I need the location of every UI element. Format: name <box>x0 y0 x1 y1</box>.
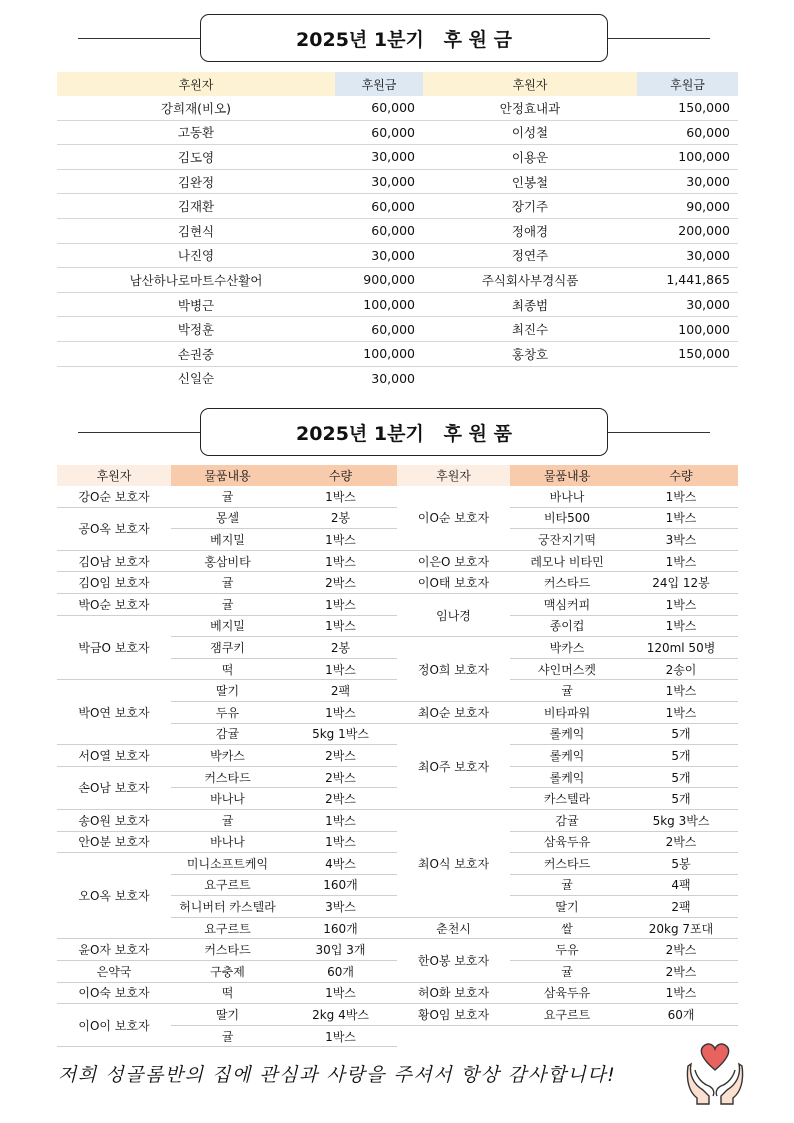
goods-item: 바나나 <box>171 831 284 853</box>
donor-name: 주식회사부경식품 <box>423 268 637 293</box>
goods-item: 딸기 <box>171 680 284 702</box>
goods-item: 미니소프트케익 <box>171 853 284 875</box>
goods-donor: 허O화 보호자 <box>397 982 510 1004</box>
donation-title-wrap <box>78 14 710 62</box>
goods-qty: 30입 3개 <box>284 939 397 961</box>
donor-name: 인봉철 <box>423 169 637 194</box>
goods-qty: 2박스 <box>624 831 738 853</box>
goods-qty: 1박스 <box>284 809 397 831</box>
goods-qty: 160개 <box>284 874 397 896</box>
goods-qty: 4박스 <box>284 853 397 875</box>
donor-name <box>423 366 637 390</box>
goods-donor: 손O남 보호자 <box>57 766 171 809</box>
donation-amount: 30,000 <box>371 370 415 386</box>
goods-item: 카스텔라 <box>510 788 624 810</box>
goods-qty: 160개 <box>284 917 397 939</box>
goods-qty: 20kg 7포대 <box>624 917 738 939</box>
donor-name: 박병근 <box>57 292 335 317</box>
donation-amount: 60,000 <box>335 317 423 342</box>
goods-donor: 오O옥 보호자 <box>57 853 171 939</box>
donation-amount: 100,000 <box>637 317 738 342</box>
donation-title: 2025년 1분기 후 원 금 <box>200 14 608 62</box>
goods-qty: 1박스 <box>284 701 397 723</box>
goods-item: 허니버터 카스텔라 <box>171 896 284 918</box>
goods-qty: 1박스 <box>624 507 738 529</box>
goods-item: 박카스 <box>171 745 284 767</box>
donation-row <box>57 366 738 390</box>
goods-title-wrap <box>78 408 710 456</box>
goods-donor: 임나경 <box>397 593 510 636</box>
donation-amount: 60,000 <box>335 96 423 120</box>
donor-name: 이용운 <box>423 145 637 170</box>
thanks-message: 저희 성골롬반의 집에 관심과 사랑을 주셔서 항상 감사합니다! <box>58 1064 617 1086</box>
donation-row <box>57 292 738 317</box>
goods-row <box>57 939 738 961</box>
goods-qty: 60개 <box>624 1004 738 1026</box>
goods-qty: 5개 <box>624 766 738 788</box>
goods-item: 커스타드 <box>171 939 284 961</box>
goods-qty: 2팩 <box>284 680 397 702</box>
goods-qty: 3박스 <box>624 529 738 551</box>
goods-item: 귤 <box>171 572 284 594</box>
title-divider-right <box>606 38 710 39</box>
goods-donor: 서O열 보호자 <box>57 745 171 767</box>
goods-qty: 5개 <box>624 723 738 745</box>
goods-item: 귤 <box>510 680 624 702</box>
goods-qty: 60개 <box>284 961 397 983</box>
goods-qty: 5kg 1박스 <box>284 723 397 745</box>
goods-donor: 안O분 보호자 <box>57 831 171 853</box>
donor-name: 이성철 <box>423 120 637 145</box>
goods-donor: 이O순 보호자 <box>397 486 510 550</box>
donation-row <box>57 268 738 293</box>
goods-donor: 강O순 보호자 <box>57 486 171 507</box>
donation-row <box>57 317 738 342</box>
goods-donor: 정O희 보호자 <box>397 637 510 702</box>
donor-name: 김현식 <box>57 218 335 243</box>
goods-item: 베지밀 <box>171 529 284 551</box>
goods-item: 맥심커피 <box>510 593 624 615</box>
goods-qty: 24입 12봉 <box>624 572 738 594</box>
goods-item: 떡 <box>171 982 284 1004</box>
goods-qty: 1박스 <box>284 486 397 507</box>
header-amount: 후원금 <box>637 72 738 96</box>
goods-item: 두유 <box>171 701 284 723</box>
goods-item: 종이컵 <box>510 615 624 637</box>
goods-donor: 김O남 보호자 <box>57 550 171 572</box>
donor-name: 박정훈 <box>57 317 335 342</box>
goods-donor: 은약국 <box>57 961 171 983</box>
goods-item: 두유 <box>510 939 624 961</box>
donation-amount: 60,000 <box>335 194 423 219</box>
goods-donor: 박O순 보호자 <box>57 593 171 615</box>
goods-donor: 이은O 보호자 <box>397 550 510 572</box>
goods-item: 레모나 비타민 <box>510 550 624 572</box>
donor-name: 남산하나로마트수산활어 <box>57 268 335 293</box>
donation-row <box>57 120 738 145</box>
donation-row <box>57 243 738 268</box>
donation-amount: 30,000 <box>335 169 423 194</box>
goods-qty: 120ml 50병 <box>624 637 738 659</box>
goods-donor: 박O연 보호자 <box>57 680 171 745</box>
goods-qty: 2봉 <box>284 637 397 659</box>
goods-item: 귤 <box>171 1025 284 1047</box>
donation-amount: 60,000 <box>335 120 423 145</box>
donation-header-row <box>57 72 738 96</box>
goods-item: 떡 <box>171 658 284 680</box>
donor-name: 정애경 <box>423 218 637 243</box>
donation-amount: 60,000 <box>335 218 423 243</box>
goods-qty: 1박스 <box>284 831 397 853</box>
goods-header-row <box>57 465 738 486</box>
goods-qty: 2박스 <box>284 788 397 810</box>
heart-hands-icon <box>685 1040 745 1106</box>
goods-qty: 2박스 <box>284 766 397 788</box>
goods-qty: 1박스 <box>624 593 738 615</box>
goods-item: 커스타드 <box>510 853 624 875</box>
goods-qty: 1박스 <box>284 550 397 572</box>
goods-donor: 춘천시 <box>397 917 510 939</box>
goods-row <box>57 982 738 1004</box>
goods-qty: 1박스 <box>284 615 397 637</box>
goods-item: 궁잔지기떡 <box>510 529 624 551</box>
donor-name: 안정효내과 <box>423 96 637 120</box>
goods-table <box>57 465 738 1047</box>
goods-donor: 최O순 보호자 <box>397 701 510 723</box>
goods-qty: 2팩 <box>624 896 738 918</box>
goods-item: 쌀 <box>510 917 624 939</box>
header-item: 물품내용 <box>510 465 624 486</box>
donation-amount: 30,000 <box>637 243 738 268</box>
header-item: 물품내용 <box>171 465 284 486</box>
goods-item: 감귤 <box>171 723 284 745</box>
title-divider-left <box>78 38 200 39</box>
donation-amount: 30,000 <box>335 243 423 268</box>
goods-item: 요구르트 <box>171 917 284 939</box>
goods-item: 샤인머스켓 <box>510 658 624 680</box>
goods-item: 롤케익 <box>510 745 624 767</box>
donor-name: 정연주 <box>423 243 637 268</box>
goods-item: 딸기 <box>171 1004 284 1026</box>
goods-item: 삼육두유 <box>510 982 624 1004</box>
goods-row <box>57 572 738 594</box>
goods-donor: 이O이 보호자 <box>57 1004 171 1047</box>
donation-amount: 90,000 <box>637 194 738 219</box>
donation-row <box>57 169 738 194</box>
goods-qty: 1박스 <box>624 982 738 1004</box>
goods-item: 커스타드 <box>510 572 624 594</box>
donation-amount: 150,000 <box>637 96 738 120</box>
goods-qty: 1박스 <box>624 550 738 572</box>
goods-item: 귤 <box>171 809 284 831</box>
title-divider-right <box>606 432 710 433</box>
header-donor: 후원자 <box>397 465 510 486</box>
goods-qty: 1박스 <box>624 486 738 507</box>
goods-item: 귤 <box>171 593 284 615</box>
donor-name: 김도영 <box>57 145 335 170</box>
goods-qty: 2박스 <box>284 745 397 767</box>
goods-qty: 2박스 <box>284 572 397 594</box>
goods-item: 요구르트 <box>171 874 284 896</box>
goods-item: 삼육두유 <box>510 831 624 853</box>
goods-qty: 3박스 <box>284 896 397 918</box>
goods-item: 딸기 <box>510 896 624 918</box>
goods-item: 롤케익 <box>510 723 624 745</box>
goods-donor: 황O임 보호자 <box>397 1004 510 1026</box>
donor-name: 고동환 <box>57 120 335 145</box>
goods-qty: 1박스 <box>624 615 738 637</box>
donor-name: 손권중 <box>57 341 335 366</box>
goods-item: 감귤 <box>510 809 624 831</box>
header-donor: 후원자 <box>57 465 171 486</box>
header-qty: 수량 <box>624 465 738 486</box>
goods-item: 비타파워 <box>510 701 624 723</box>
goods-qty: 1박스 <box>284 658 397 680</box>
goods-item: 롤케익 <box>510 766 624 788</box>
goods-item: 귤 <box>510 874 624 896</box>
goods-qty: 4팩 <box>624 874 738 896</box>
header-qty: 수량 <box>284 465 397 486</box>
goods-qty: 5봉 <box>624 853 738 875</box>
empty-cell <box>397 1025 510 1047</box>
goods-item: 바나나 <box>510 486 624 507</box>
goods-donor: 박금O 보호자 <box>57 615 171 680</box>
donation-table <box>57 72 738 390</box>
goods-item: 비타500 <box>510 507 624 529</box>
goods-qty: 1박스 <box>284 1025 397 1047</box>
donation-amount: 100,000 <box>335 341 423 366</box>
goods-donor: 최O주 보호자 <box>397 723 510 809</box>
donor-name: 김완정 <box>57 169 335 194</box>
goods-item: 잼쿠키 <box>171 637 284 659</box>
goods-donor: 송O원 보호자 <box>57 809 171 831</box>
goods-item: 귤 <box>510 961 624 983</box>
goods-item: 홍삼비타 <box>171 550 284 572</box>
goods-row <box>57 809 738 831</box>
goods-donor: 공O옥 보호자 <box>57 507 171 550</box>
goods-qty: 1박스 <box>624 701 738 723</box>
donation-amount: 30,000 <box>335 145 423 170</box>
goods-item: 요구르트 <box>510 1004 624 1026</box>
donor-name: 최종범 <box>423 292 637 317</box>
goods-qty: 5개 <box>624 745 738 767</box>
goods-donor: 한O봉 보호자 <box>397 939 510 982</box>
header-amount: 후원금 <box>335 72 423 96</box>
goods-qty: 1박스 <box>284 593 397 615</box>
donation-amount: 1,441,865 <box>637 268 738 293</box>
donation-amount: 30,000 <box>637 292 738 317</box>
goods-qty: 2박스 <box>624 961 738 983</box>
donation-amount: 100,000 <box>335 292 423 317</box>
donor-name: 나진영 <box>57 243 335 268</box>
goods-qty: 1박스 <box>624 680 738 702</box>
donation-row <box>57 96 738 120</box>
donor-name: 홍창호 <box>423 341 637 366</box>
goods-row <box>57 550 738 572</box>
goods-qty: 2송이 <box>624 658 738 680</box>
donor-name: 김재환 <box>57 194 335 219</box>
goods-row <box>57 486 738 507</box>
donor-name: 강희재(비오) <box>57 96 335 120</box>
donor-name: 최진수 <box>423 317 637 342</box>
goods-item: 구충제 <box>171 961 284 983</box>
goods-donor: 이O태 보호자 <box>397 572 510 594</box>
donation-amount: 30,000 <box>637 169 738 194</box>
goods-qty: 5kg 3박스 <box>624 809 738 831</box>
donation-row <box>57 145 738 170</box>
goods-qty: 5개 <box>624 788 738 810</box>
header-donor: 후원자 <box>423 72 637 96</box>
donation-amount: 200,000 <box>637 218 738 243</box>
donation-amount: 150,000 <box>637 341 738 366</box>
donation-amount <box>637 366 738 390</box>
goods-row <box>57 1004 738 1026</box>
title-divider-left <box>78 432 200 433</box>
goods-qty: 2봉 <box>284 507 397 529</box>
goods-donor: 이O숙 보호자 <box>57 982 171 1004</box>
donor-name: 신일순 <box>177 371 215 387</box>
donation-row <box>57 194 738 219</box>
goods-item: 커스타드 <box>171 766 284 788</box>
goods-item: 박카스 <box>510 637 624 659</box>
goods-title: 2025년 1분기 후 원 품 <box>200 408 608 456</box>
donation-amount: 100,000 <box>637 145 738 170</box>
goods-item: 귤 <box>171 486 284 507</box>
donation-row <box>57 218 738 243</box>
goods-row <box>57 593 738 615</box>
goods-qty: 1박스 <box>284 529 397 551</box>
header-donor: 후원자 <box>57 72 335 96</box>
goods-item: 베지밀 <box>171 615 284 637</box>
goods-donor: 김O임 보호자 <box>57 572 171 594</box>
donor-name: 장기주 <box>423 194 637 219</box>
goods-item: 바나나 <box>171 788 284 810</box>
goods-qty: 1박스 <box>284 982 397 1004</box>
goods-donor: 최O식 보호자 <box>397 809 510 917</box>
goods-donor: 윤O자 보호자 <box>57 939 171 961</box>
empty-cell <box>510 1025 624 1047</box>
donation-amount: 60,000 <box>637 120 738 145</box>
goods-qty: 2박스 <box>624 939 738 961</box>
goods-item: 몽셀 <box>171 507 284 529</box>
goods-qty: 2kg 4박스 <box>284 1004 397 1026</box>
donation-amount: 900,000 <box>335 268 423 293</box>
donation-row <box>57 341 738 366</box>
